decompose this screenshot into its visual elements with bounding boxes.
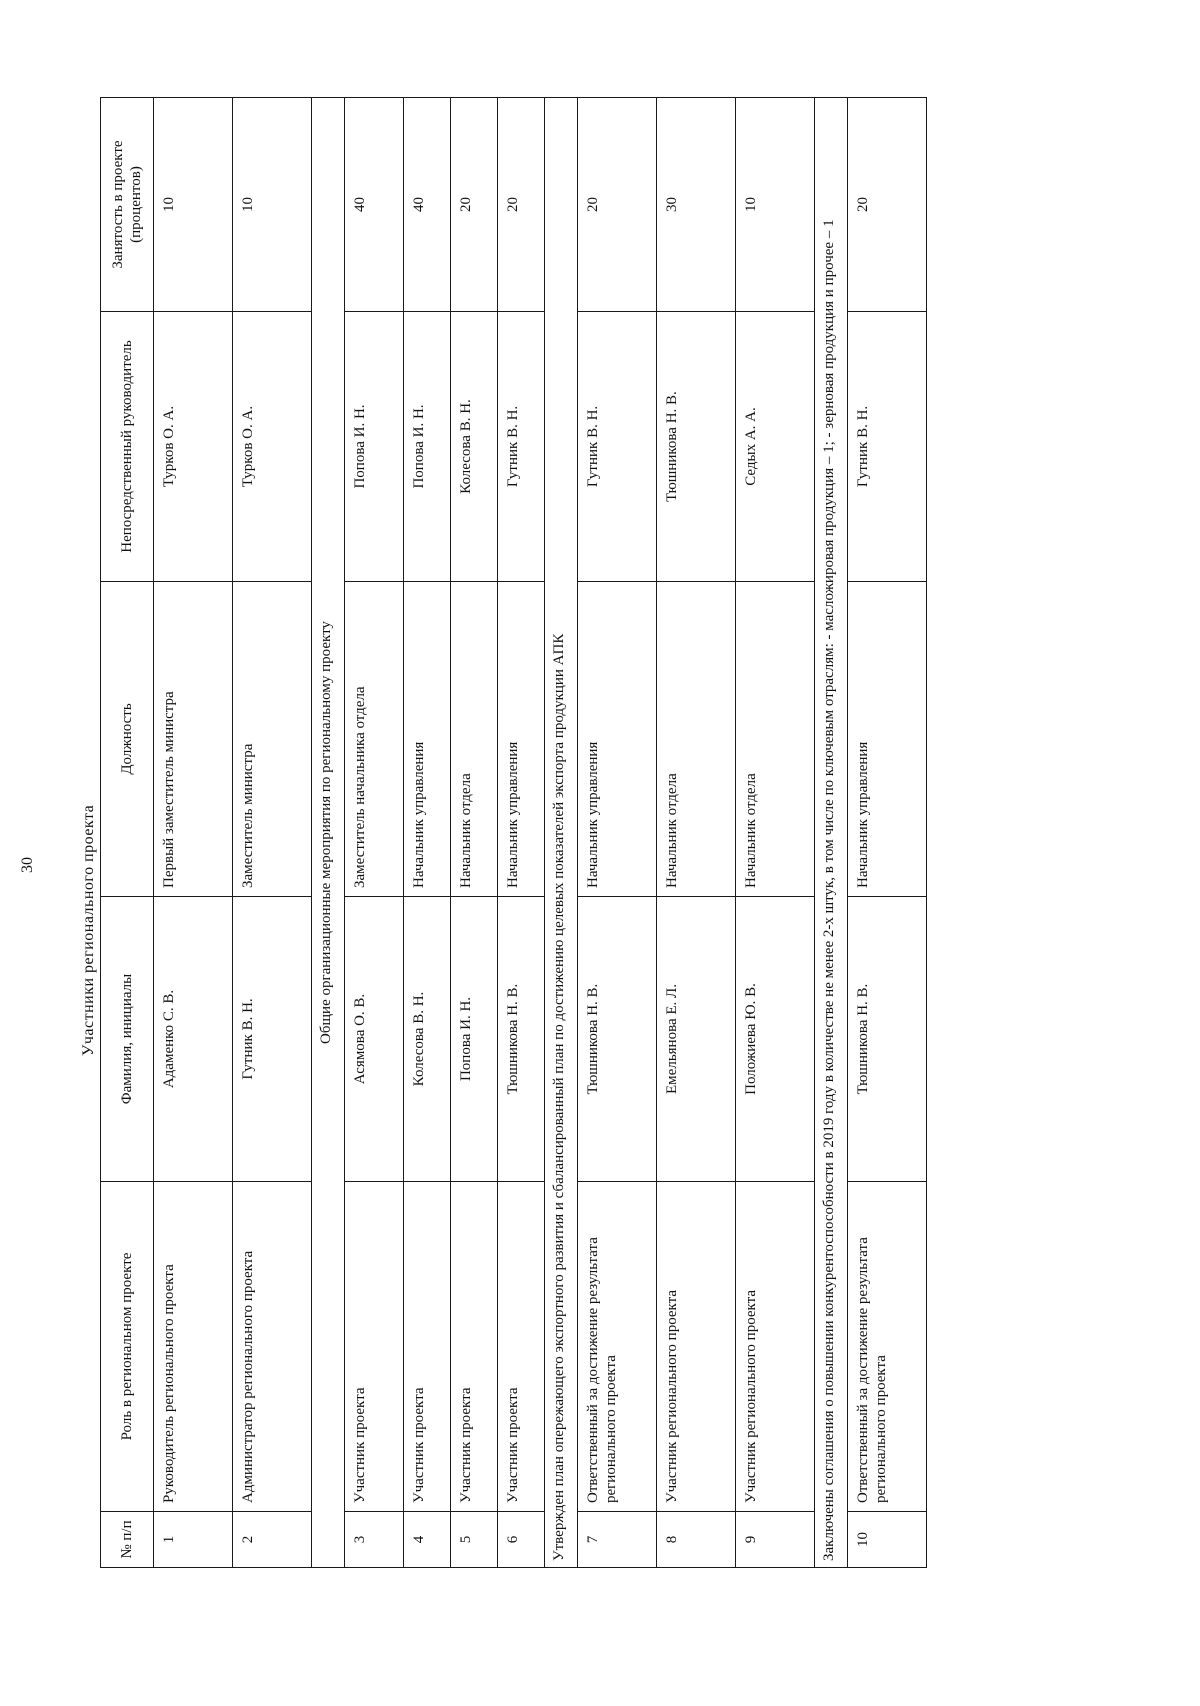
cell-name: Гутник В. Н. xyxy=(233,897,312,1182)
section-heading-3: Заключены соглашения о повышении конкурентоспособности в 2019 году в количестве не менее 2-х штук, в том числе по ключевым отраслям: - масложировая продукция – 1; - зерновая продукция и прочее – 1 xyxy=(815,98,848,1568)
cell-manager: Гутник В. Н. xyxy=(498,312,545,582)
cell-load: 40 xyxy=(404,98,451,312)
cell-load: 30 xyxy=(657,98,736,312)
cell-manager: Турков О. А. xyxy=(233,312,312,582)
cell-role: Участник проекта xyxy=(345,1182,404,1512)
table-row xyxy=(736,98,815,1568)
cell-role: Участник проекта xyxy=(451,1182,498,1512)
cell-position: Начальник управления xyxy=(578,582,657,897)
cell-num: 4 xyxy=(404,1512,451,1568)
header-role: Роль в региональном проекте xyxy=(101,1182,154,1512)
cell-manager: Тюшникова Н. В. xyxy=(657,312,736,582)
participants-table xyxy=(100,97,927,1568)
cell-role: Администратор регионального проекта xyxy=(233,1182,312,1512)
section-row xyxy=(545,98,578,1568)
table-row xyxy=(154,98,233,1568)
section-row xyxy=(312,98,345,1568)
cell-name: Колесова В. Н. xyxy=(404,897,451,1182)
table-row xyxy=(848,98,927,1568)
cell-name: Тюшникова Н. В. xyxy=(498,897,545,1182)
cell-manager: Седых А. А. xyxy=(736,312,815,582)
page-title: Участники регионального проекта xyxy=(80,804,97,1056)
cell-load: 20 xyxy=(848,98,927,312)
cell-role: Участник регионального проекта xyxy=(736,1182,815,1512)
table-row xyxy=(578,98,657,1568)
cell-num: 7 xyxy=(578,1512,657,1568)
cell-load: 10 xyxy=(233,98,312,312)
cell-load: 20 xyxy=(498,98,545,312)
table-row xyxy=(345,98,404,1568)
header-num: № п/п xyxy=(101,1512,154,1568)
cell-position: Заместитель министра xyxy=(233,582,312,897)
table-row xyxy=(404,98,451,1568)
cell-role: Ответственный за достижение результата регионального проекта xyxy=(848,1182,927,1512)
cell-name: Тюшникова Н. В. xyxy=(848,897,927,1182)
cell-manager: Гутник В. Н. xyxy=(848,312,927,582)
cell-manager: Гутник В. Н. xyxy=(578,312,657,582)
cell-manager: Попова И. Н. xyxy=(404,312,451,582)
cell-position: Начальник отдела xyxy=(451,582,498,897)
cell-num: 3 xyxy=(345,1512,404,1568)
cell-load: 10 xyxy=(736,98,815,312)
cell-position: Начальник управления xyxy=(848,582,927,897)
header-load: Занятость в проекте (процентов) xyxy=(101,98,154,312)
cell-role: Участник регионального проекта xyxy=(657,1182,736,1512)
cell-load: 40 xyxy=(345,98,404,312)
cell-num: 2 xyxy=(233,1512,312,1568)
table-row xyxy=(498,98,545,1568)
cell-name: Положиева Ю. В. xyxy=(736,897,815,1182)
cell-position: Первый заместитель министра xyxy=(154,582,233,897)
header-manager: Непосредственный руководитель xyxy=(101,312,154,582)
cell-num: 8 xyxy=(657,1512,736,1568)
cell-name: Емельянова Е. Л. xyxy=(657,897,736,1182)
section-heading-2: Утвержден план опережающего экспортного развития и сбалансированный план по достижению целевых показателей экспорта продукции АПК xyxy=(545,98,578,1568)
table-row xyxy=(451,98,498,1568)
cell-role: Ответственный за достижение результата регионального проекта xyxy=(578,1182,657,1512)
cell-name: Адаменко С. В. xyxy=(154,897,233,1182)
cell-role: Участник проекта xyxy=(404,1182,451,1512)
cell-manager: Турков О. А. xyxy=(154,312,233,582)
cell-position: Начальник управления xyxy=(404,582,451,897)
cell-manager: Колесова В. Н. xyxy=(451,312,498,582)
cell-num: 10 xyxy=(848,1512,927,1568)
cell-position: Заместитель начальника отдела xyxy=(345,582,404,897)
cell-num: 9 xyxy=(736,1512,815,1568)
cell-load: 20 xyxy=(578,98,657,312)
section-heading-1: Общие организационные мероприятия по региональному проекту xyxy=(312,98,345,1568)
cell-name: Попова И. Н. xyxy=(451,897,498,1182)
cell-load: 10 xyxy=(154,98,233,312)
cell-position: Начальник управления xyxy=(498,582,545,897)
header-position: Должность xyxy=(101,582,154,897)
section-row xyxy=(815,98,848,1568)
cell-load: 20 xyxy=(451,98,498,312)
table-header-row xyxy=(101,98,154,1568)
cell-num: 1 xyxy=(154,1512,233,1568)
table-row xyxy=(657,98,736,1568)
cell-name: Асямова О. В. xyxy=(345,897,404,1182)
cell-position: Начальник отдела xyxy=(657,582,736,897)
page-number: 30 xyxy=(19,857,36,873)
cell-manager: Попова И. Н. xyxy=(345,312,404,582)
cell-name: Тюшникова Н. В. xyxy=(578,897,657,1182)
table-row xyxy=(233,98,312,1568)
cell-role: Участник проекта xyxy=(498,1182,545,1512)
header-name: Фамилия, инициалы xyxy=(101,897,154,1182)
cell-role: Руководитель регионального проекта xyxy=(154,1182,233,1512)
cell-num: 5 xyxy=(451,1512,498,1568)
cell-position: Начальник отдела xyxy=(736,582,815,897)
cell-num: 6 xyxy=(498,1512,545,1568)
